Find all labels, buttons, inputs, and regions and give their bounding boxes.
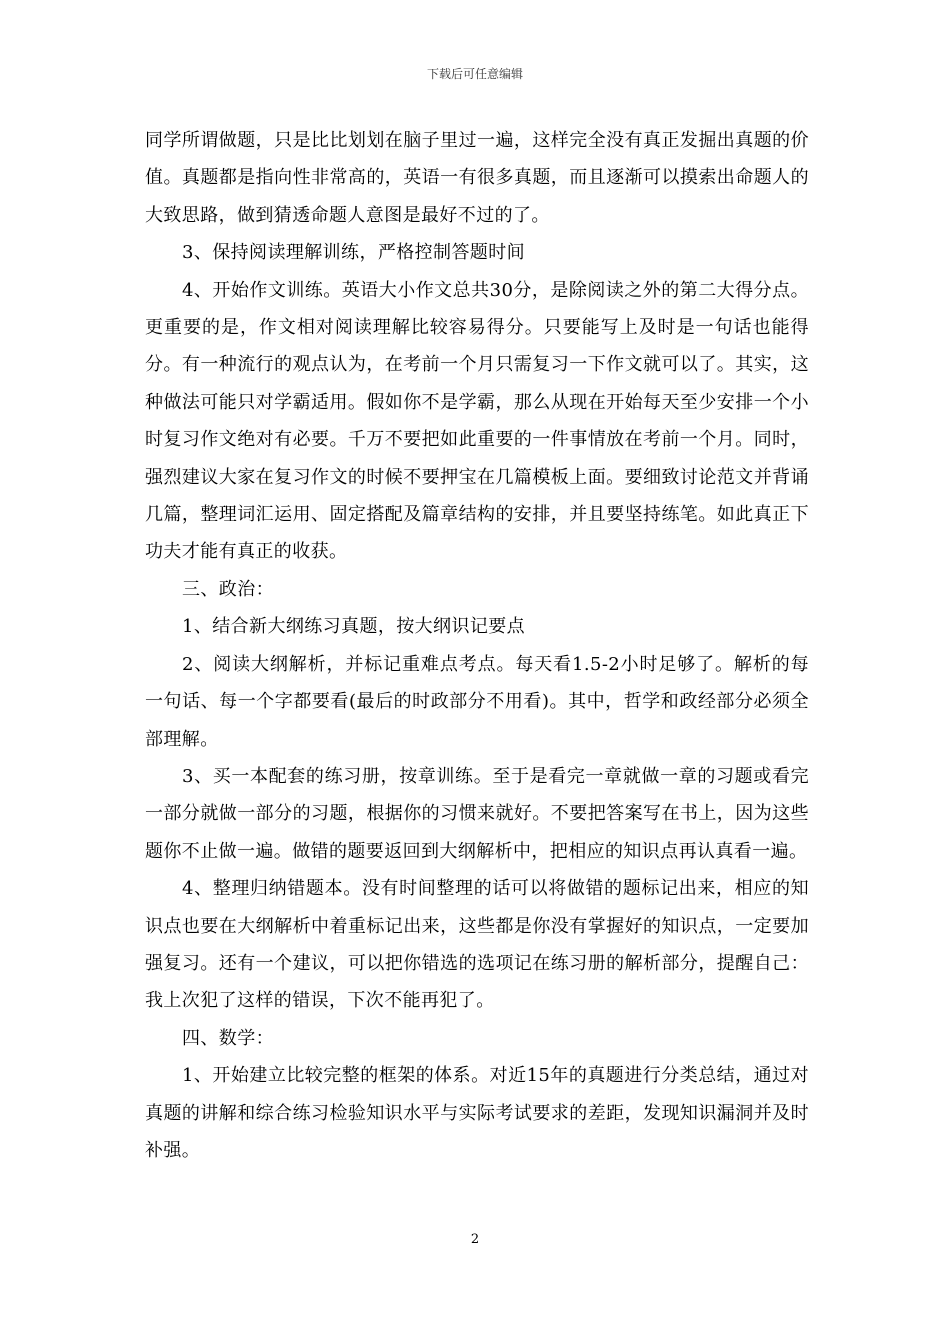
paragraph-english-real-exam-value: 同学所谓做题，只是比比划划在脑子里过一遍，这样完全没有真正发掘出真题的价值。真题都是指向性非常高的，英语一有很多真题，而且逐渐可以摸索出命题人的大致思路，做到猜透命题人意图是最好不过的了。 (145, 130, 809, 226)
paragraph-math-framework: 1、开始建立比较完整的框架的体系。对近15年的真题进行分类总结，通过对真题的讲解和综合练习检验知识水平与实际考试要求的差距，发现知识漏洞并及时补强。 (145, 1065, 809, 1161)
page-header-note: 下载后可任意编辑 (426, 67, 523, 81)
section-heading-politics: 三、政治： (182, 578, 274, 600)
paragraph-politics-syllabus-analysis: 2、阅读大纲解析，并标记重难点考点。每天看1.5-2小时足够了。解析的每一句话、每一个字都要看(最后的时政部分不用看)。其中，哲学和政经部分必须全部理解。 (145, 653, 809, 750)
paragraph-politics-syllabus-practice: 1、结合新大纲练习真题，按大纲识记要点 (182, 616, 526, 638)
paragraph-english-reading-training: 3、保持阅读理解训练，严格控制答题时间 (182, 242, 526, 264)
document-body (145, 122, 809, 1169)
page-number: 2 (470, 1232, 480, 1247)
paragraph-politics-workbook: 3、买一本配套的练习册，按章训练。至于是看完一章就做一章的习题或看完一部分就做一部分的习题，根据你的习惯来就好。不要把答案写在书上，因为这些题你不止做一遍。做错的题要返回到大纲解析中，把相应的知识点再认真看一遍。 (145, 765, 809, 862)
paragraph-politics-error-notebook: 4、整理归纳错题本。没有时间整理的话可以将做错的题标记出来，相应的知识点也要在大纲解析中着重标记出来，这些都是你没有掌握好的知识点，一定要加强复习。还有一个建议，可以把你错选的选项记在练习册的解析部分，提醒自己：我上次犯了这样的错误，下次不能再犯了。 (145, 878, 809, 1012)
paragraph-english-writing-training: 4、开始作文训练。英语大小作文总共30分，是除阅读之外的第二大得分点。更重要的是，作文相对阅读理解比较容易得分。只要能写上及时是一句话也能得分。有一种流行的观点认为，在考前一个月只需复习一下作文就可以了。其实，这种做法可能只对学霸适用。假如你不是学霸，那么从现在开始每天至少安排一个小时复习作文绝对有必要。千万不要把如此重要的一件事情放在考前一个月。同时，强烈建议大家在复习作文的时候不要押宝在几篇模板上面。要细致讨论范文并背诵几篇，整理词汇运用、固定搭配及篇章结构的安排，并且要坚持练笔。如此真正下功夫才能有真正的收获。 (145, 279, 809, 563)
section-heading-math: 四、数学： (182, 1027, 274, 1049)
